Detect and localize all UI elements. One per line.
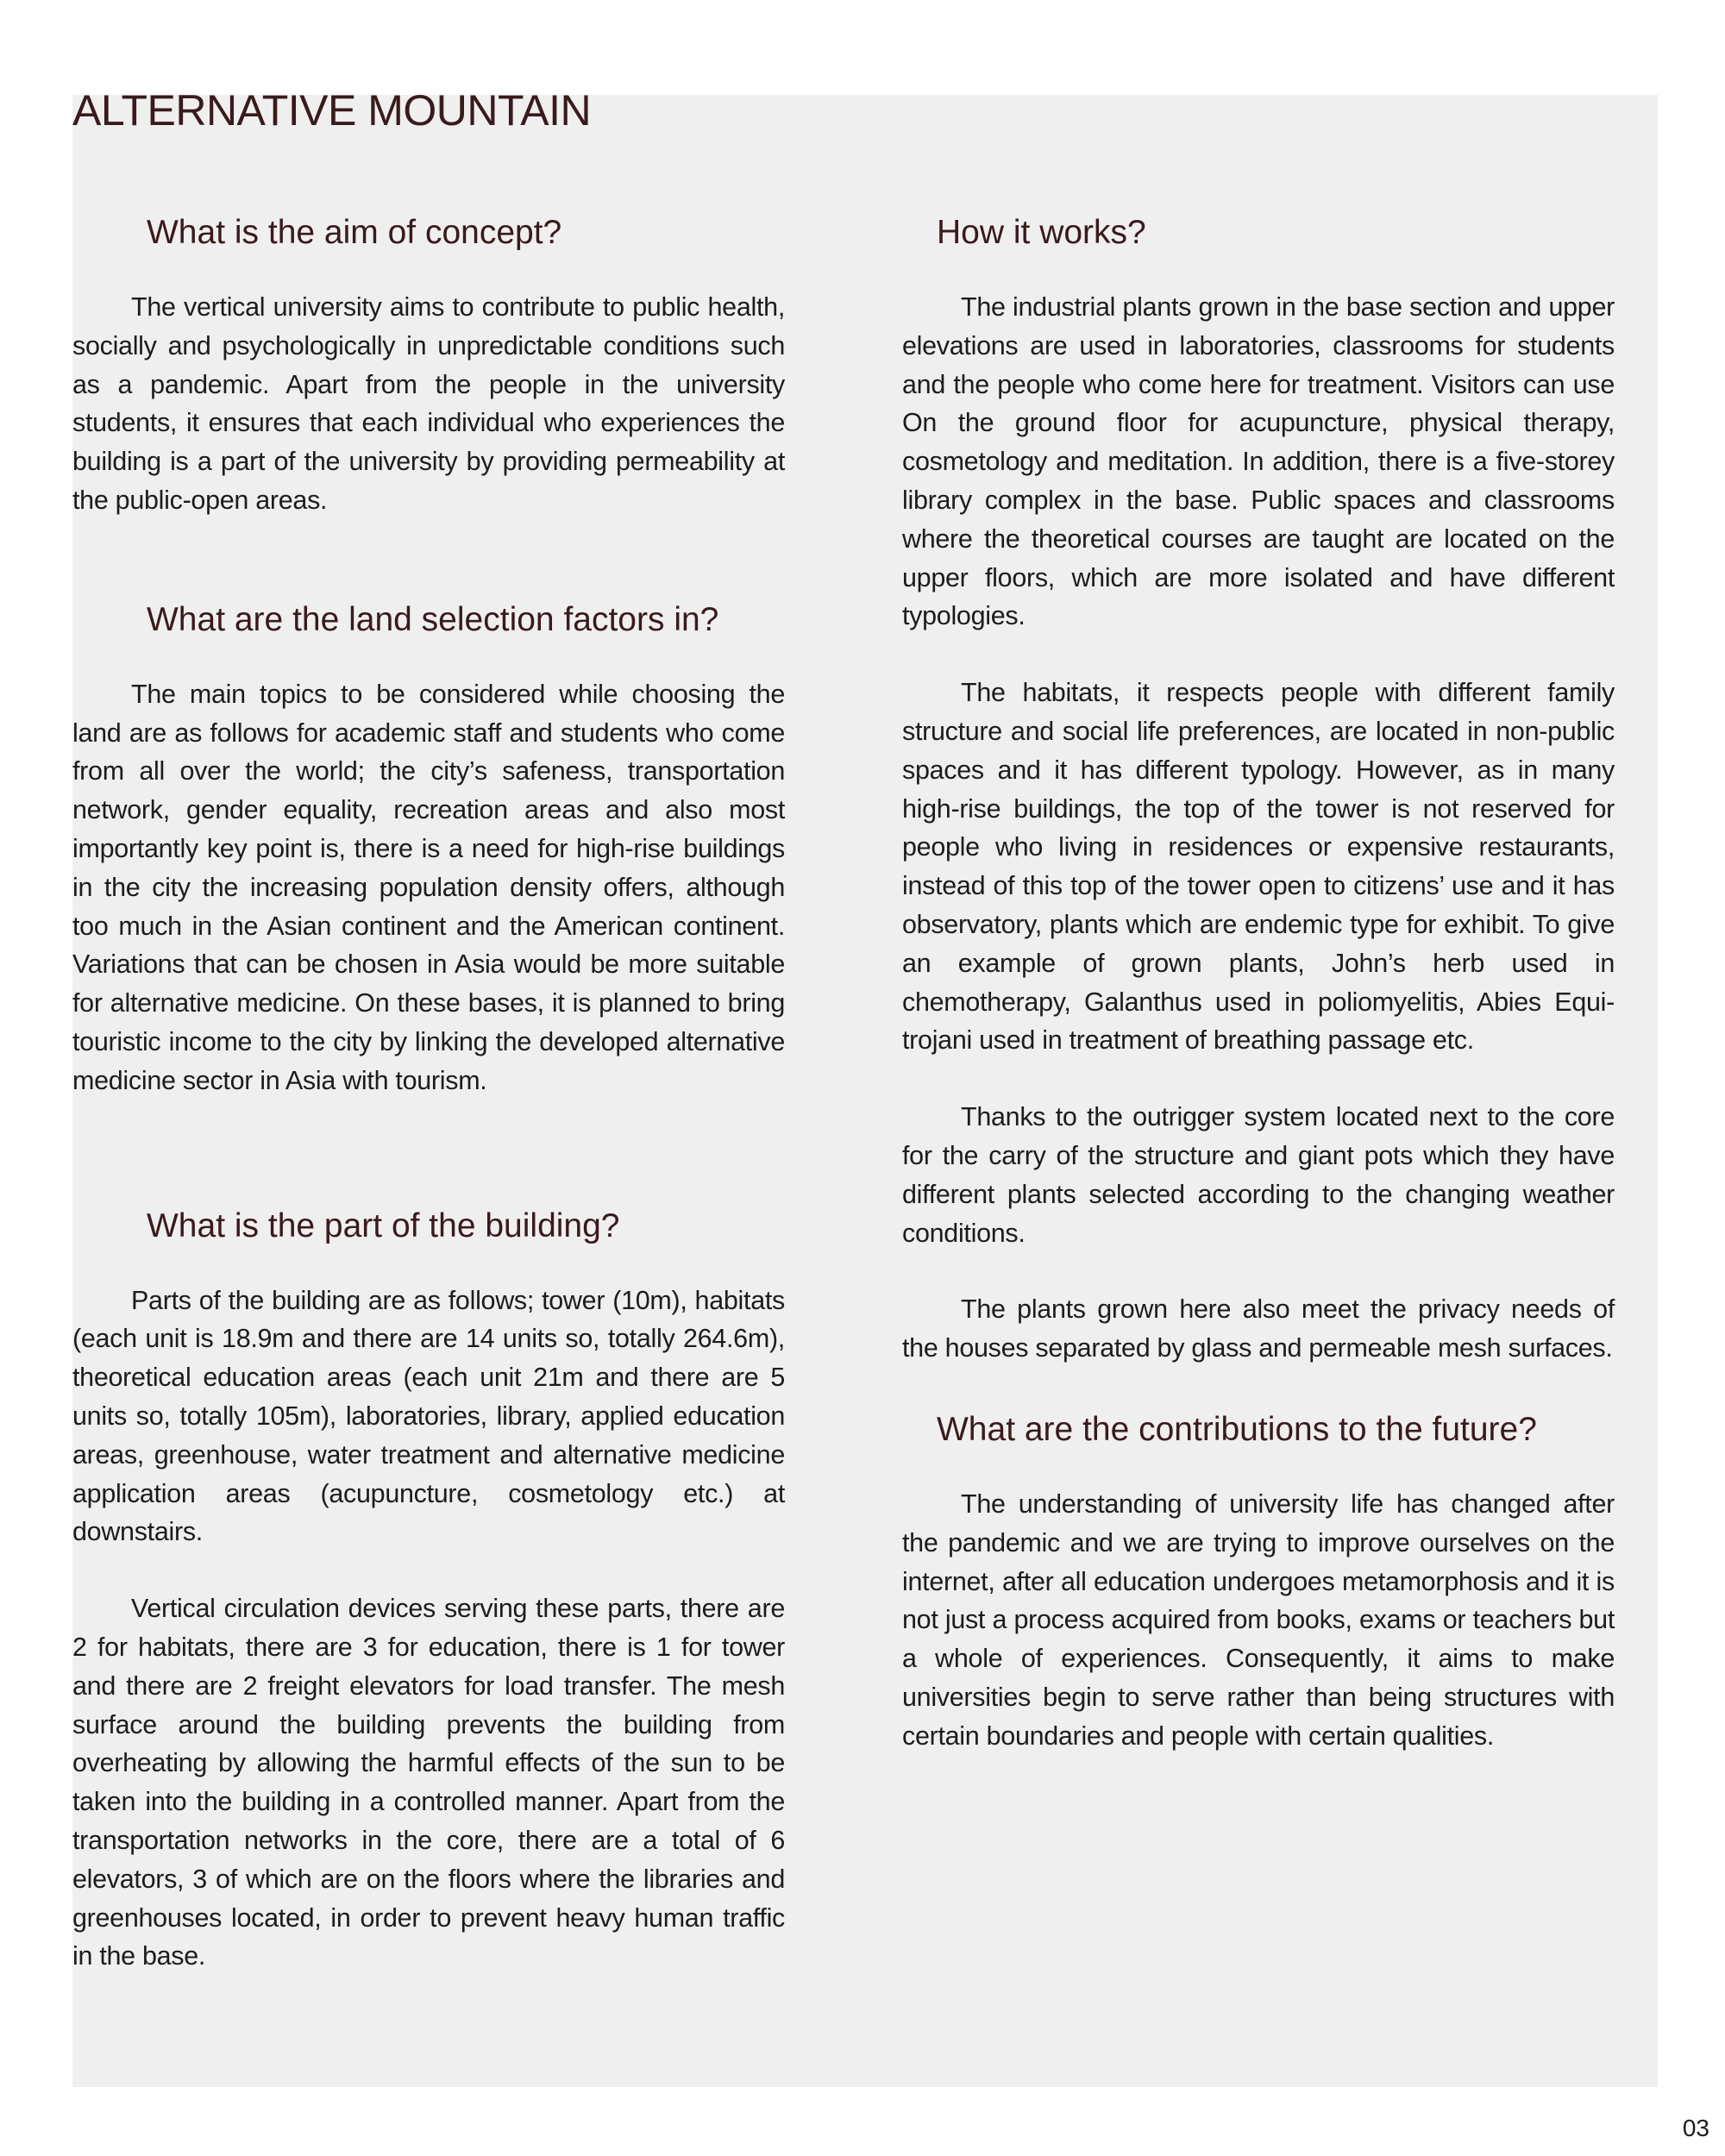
paragraph-outrigger-system: Thanks to the outrigger system located next to the core for the carry of the structure and giant pots which they have different plants selected according to the changing weather conditions. [902,1102,1615,1248]
paragraph-contributions: The understanding of university life has changed after the pandemic and we are trying to improve ourselves on the internet, after all education undergoes metamorphosis and it is not just a process acquired from books, exams or teachers but a whole of experiences. Consequently, it aims to make universities begin to serve rather than being structures with certain boundaries and people with certain qualities. [902,1489,1615,1751]
section-heading-building-parts: What is the part of the building? [147,1206,620,1244]
right-column [902,209,1615,1756]
page-number: 03 [1682,2115,1709,2141]
page-title: ALTERNATIVE MOUNTAIN [72,86,592,135]
paragraph-habitats: The habitats, it respects people with different family structure and social life preferences, are located in non-public spaces and it has different typology. However, as in many high-rise buildings, the top of the tower is not reserved for people who living in residences or expensive restaurants, instead of this top of the tower open to citizens’ use and it has observatory, plants which are endemic type for exhibit. To give an example of grown plants, John’s herb used in chemotherapy, Galanthus used in poliomyelitis, Abies Equi-trojani used in treatment of breathing passage etc. [902,678,1615,1056]
paragraph-land-selection: The main topics to be considered while choosing the land are as follows for academic staff and students who come from all over the world; the city’s safeness, transportation network, gender equality, recreation areas and also most importantly key point is, there is a need for high-rise buildings in the city the increasing population density offers, although too much in the Asian continent and the American continent. Variations that can be chosen in Asia would be more suitable for alternative medicine. On these bases, it is planned to bring touristic income to the city by linking the developed alternative medicine sector in Asia with tourism. [72,679,785,1095]
paragraph-building-parts: Parts of the building are as follows; tower (10m), habitats (each unit is 18.9m and there are 14 units so, totally 264.6m), theoretical education areas (each unit 21m and there are 5 units so, totally 105m), laboratories, library, applied education areas, greenhouse, water treatment and alternative medicine application areas (acupuncture, cosmetology etc.) at downstairs. [72,1285,785,1547]
paragraph-vertical-circulation: Vertical circulation devices serving these parts, there are 2 for habitats, there are 3 for education, there is 1 for tower and there are 2 freight elevators for load transfer. The mesh surface around the building prevents the building from overheating by allowing the harmful effects of the sun to be taken into the building in a controlled manner. Apart from the transportation networks in the core, there are a total of 6 elevators, 3 of which are on the floors where the libraries and greenhouses located, in order to prevent heavy human traffic in the base. [72,1594,785,1971]
section-heading-aim: What is the aim of concept? [147,214,562,251]
section-heading-how-it-works: How it works? [937,214,1146,251]
paragraph-aim: The vertical university aims to contribute to public health, socially and psychologically in unpredictable conditions such as a pandemic. Apart from the people in the university students, it ensures that each individual who experiences the building is a part of the university by providing permeability at the public-open areas. [72,292,785,515]
section-heading-contributions: What are the contributions to the future? [937,1410,1537,1448]
paragraph-privacy: The plants grown here also meet the privacy needs of the houses separated by glass and permeable mesh surfaces. [902,1294,1615,1363]
section-heading-land-selection: What are the land selection factors in? [147,600,719,638]
paragraph-industrial-plants: The industrial plants grown in the base section and upper elevations are used in laboratories, classrooms for students and the people who come here for treatment. Visitors can use On the ground floor for acupuncture, physical therapy, cosmetology and meditation. In addition, there is a five-storey library complex in the base. Public spaces and classrooms where the theoretical courses are taught are located on the upper floors, which are more isolated and have different typologies. [902,292,1615,631]
left-column [72,209,785,1976]
